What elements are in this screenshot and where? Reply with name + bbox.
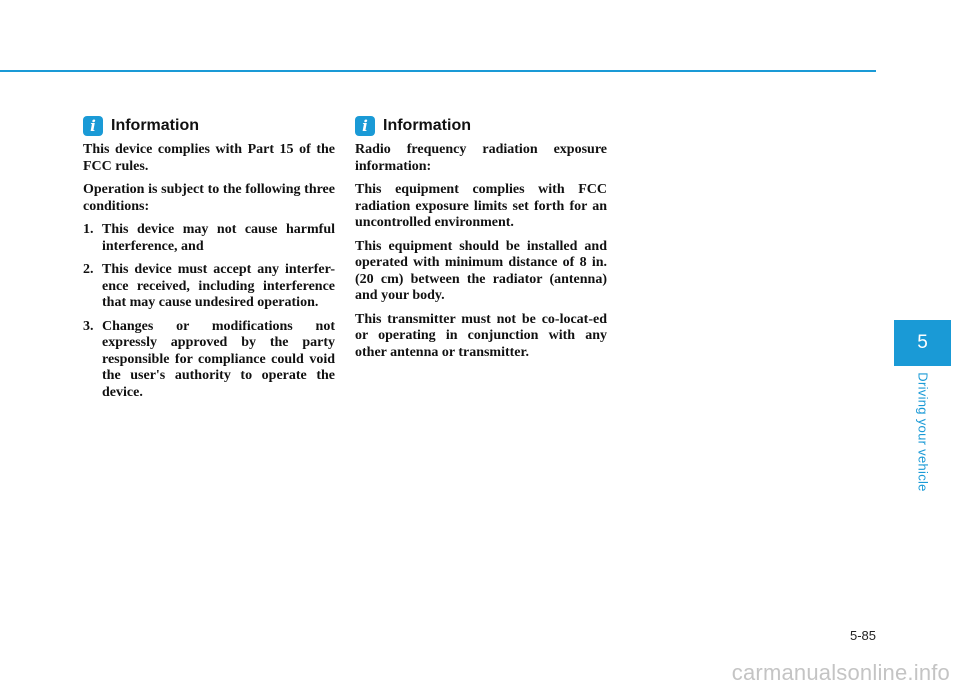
list-number: 1. [83,222,94,237]
list-item [83,262,335,312]
chapter-tab[interactable]: 5 [894,320,951,366]
list-number: 2. [83,262,94,277]
info-heading [355,114,607,138]
info-icon: i [83,116,103,136]
chapter-label: Driving your vehicle [915,372,931,492]
list-item [83,222,335,255]
list-text: Changes or modifications not expressly approved by the party responsible for compliance could void the user's authority to operate the device. [102,318,335,400]
paragraph: This equipment complies with FCC radiation exposure limits set forth for an uncontrolled environment. [355,182,607,230]
paragraph: Operation is subject to the following three conditions: [83,182,335,214]
paragraph: Radio frequency radiation exposure information: [355,142,607,174]
paragraph: This equipment should be installed and operated with minimum distance of 8 in. (20 cm) between the radiator (antenna) and your body. [355,238,607,303]
info-title: Information [383,117,471,134]
conditions-list [83,222,335,401]
info-box-fcc [83,114,335,408]
info-box-rf-exposure [355,114,607,368]
top-rule [0,70,876,72]
list-text: This device may not cause harmful interference, and [102,222,335,254]
list-text: This device must accept any interfer-ence received, including interference that may cause undesired operation. [102,262,335,310]
info-icon: i [355,116,375,136]
info-title: Information [111,117,199,134]
info-heading [83,114,335,138]
watermark: carmanualsonline.info [731,660,950,685]
paragraph: This transmitter must not be co-locat-ed or operating in conjunction with any other antenna or transmitter. [355,311,607,360]
list-item [83,319,335,402]
paragraph: This device complies with Part 15 of the FCC rules. [83,142,335,174]
list-number: 3. [83,318,94,334]
page-number: 5-85 [849,628,876,643]
